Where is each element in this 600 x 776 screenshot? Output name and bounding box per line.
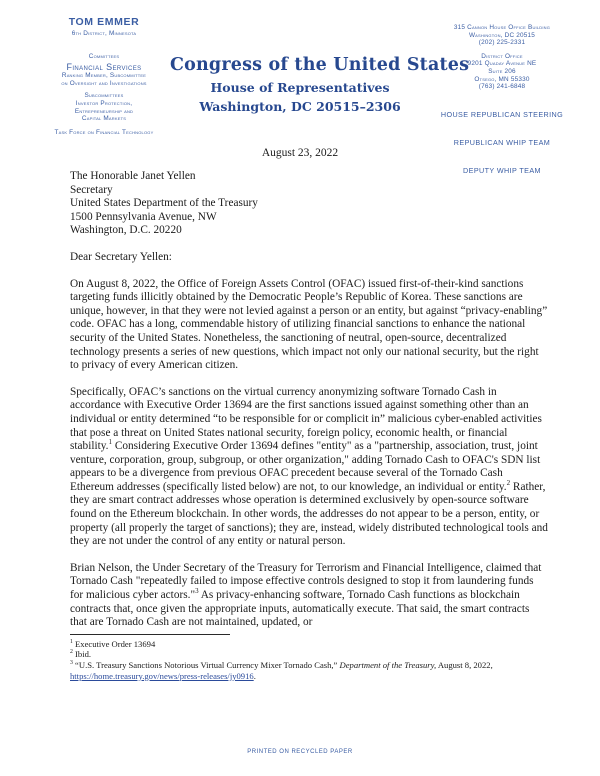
subcommittee-line: Investor Protection, [75,99,133,107]
recycled-paper-note: PRINTED ON RECYCLED PAPER [247,749,353,755]
role-deputy-whip-team: DEPUTY WHIP TEAM [463,165,541,175]
body-paragraphs [70,278,548,630]
ranking-member-line: on Oversight and Investigations [61,79,147,87]
page-footer [0,749,600,755]
footnote-list [70,639,548,681]
role-house-republican-steering: HOUSE REPUBLICAN STEERING [440,109,564,119]
member-district: 6th District, Minnesota [71,30,137,37]
dc-office-line: 315 Cannon House Office Building [453,24,551,31]
recipient-line: United States Department of the Treasury [70,197,258,210]
house-subtitle: House of Representatives [210,80,390,95]
footnote-item: $^3$ “U.S. Treasury Sanctions Notorious Virtual Currency Mixer Tornado Cash,” Department of the Treasury, August 8, 2022, https://home.treasury.gov/news/press-releases/jy0916. [70,660,493,681]
footnote-reference: 3 [195,587,199,596]
body-paragraph: Specifically, OFAC’s sanctions on the virtual currency anonymizing software Tornado Cash in accordance with Executive Order 13694 are the first sanctions issued against something other than an individual or entity determined “to be responsible for or complicit in” malicious cyber-enabled activities that pose a threat on United States national security, foreign policy, economic health, or financial stability.$^1$ Considering Executive Order 13694 defines "entity" as a "partnership, association, trust, joint venture, corporation, group, subgroup, or other organization," adding Tornado Cash to OFAC's SDN list appears to be a divergence from previous OFAC precedent because several of the Tornado Cash Ethereum addresses (specifically listed below) are not, to our knowledge, an individual or entity.$^2$ Rather, they are smart contract addresses whose operation is determined exclusively by open-source software found on the Ethereum blockchain. In other words, the addresses do not appear to be a person, entity, or property (all properly the target of sanctions); they are, instead, widely distributed technological tools and they are not under the control of any entity or natural person. [70,385,548,548]
district-office-line: Suite 206 [488,67,516,75]
footnote-marker: 3 [70,660,73,667]
congress-title: Congress of the United States [170,55,470,75]
dc-office-line: (202) 225-2331 [478,39,526,47]
letter-date: August 23, 2022 [261,147,339,159]
member-name: TOM EMMER [68,16,140,28]
washington-address: Washington, DC 20515–2306 [199,99,401,114]
subcommittee-line: Capital Markets [81,115,127,123]
salutation: Dear Secretary Yellen: [70,250,172,263]
task-force-line: Task Force on Financial Technology [54,128,154,136]
committees-label: Committees [88,52,120,60]
recipient-line: Secretary [70,183,113,196]
recipient-line: Washington, D.C. 20220 [70,224,182,237]
committee-name: Financial Services [66,62,142,73]
role-republican-whip-team: REPUBLICAN WHIP TEAM [453,137,551,147]
body-paragraph: On August 8, 2022, the Office of Foreign Assets Control (OFAC) issued first-of-their-kind sanctions targeting funds illicitly obtained by the Democratic People’s Republic of Korea. These sanctions are unique, however, in that they were not levied against a person or an entity, but against “privacy-enabling” code. OFAC has a long, commendable history of utilizing financial sanctions to enhance the national security of the United States. Nonetheless, the sanctioning of neutral, open-source, decentralized technology presents a series of new questions, which impact not only our national security, but the right to privacy of every American citizen. [70,277,548,372]
italic-citation: Department of the Treasury, [339,660,437,670]
footnote-reference: 1 [108,438,112,447]
subcommittees-label: Subcommittees [84,92,124,100]
body-paragraph: Brian Nelson, the Under Secretary of the Treasury for Terrorism and Financial Intelligence, claimed that Tornado Cash "repeatedly failed to impose effective controls designed to stop it from laundering funds for malicious cyber actors."$^3$ As privacy-enhancing software, Tornado Cash functions as blockchain contracts that, once given the appropriate inputs, automatically execute. That said, the smart contracts that are Tornado Cash are not maintained, updated, or [70,561,542,629]
district-office-line: Otsego, MN 55330 [474,75,530,83]
footnote-reference: 2 [506,479,511,488]
footnote-item: $^2$ Ibid. [70,649,92,660]
letterhead-center [170,55,470,114]
district-office-line: (763) 241-6848 [478,83,526,91]
district-office-line: 9201 Quaday Avenue NE [467,60,537,68]
dc-office-line: Washington, DC 20515 [468,31,536,39]
recipient-address [70,170,548,238]
footnote-marker: 2 [70,649,73,656]
footnote-link[interactable]: https://home.treasury.gov/news/press-releases/jy0916 [70,670,254,681]
footnote-separator [70,634,230,635]
district-office-label: District Office [481,52,523,60]
letter-body [70,170,548,681]
recipient-line: 1500 Pennsylvania Avenue, NW [70,210,217,223]
subcommittee-line: Entrepreneurship and [74,107,134,115]
footnote-marker: 1 [70,638,73,645]
footnotes-section [70,634,548,681]
letterhead-left [14,16,194,136]
footnote-item: $^1$ Executive Order 13694 [70,638,156,649]
recipient-line: The Honorable Janet Yellen [70,170,196,182]
ranking-member-line: Ranking Member, Subcommittee [61,72,147,80]
